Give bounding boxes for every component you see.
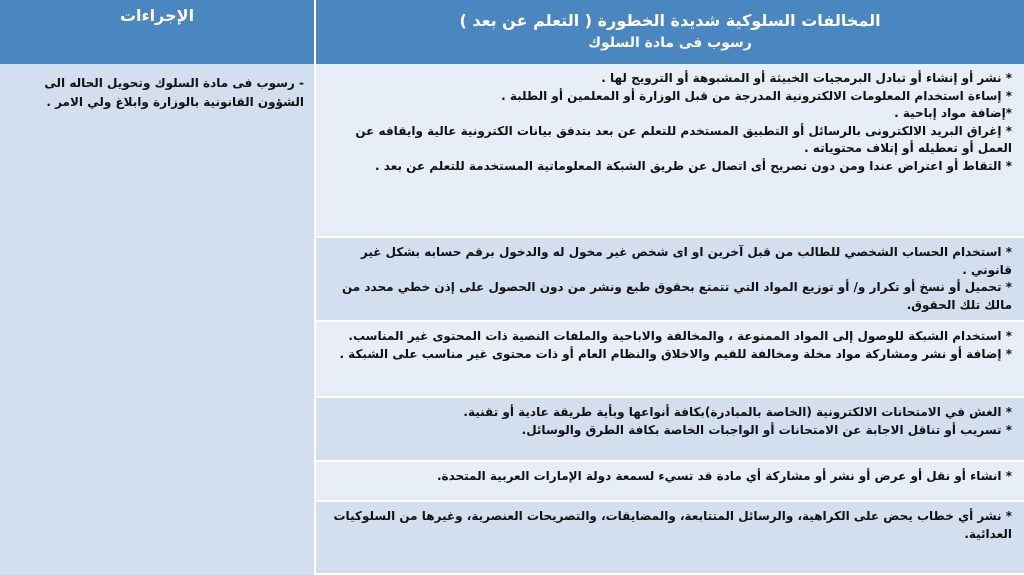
table-row [316, 398, 1024, 462]
violation-item: * إضافة أو نشر ومشاركة مواد مخلة ومخالفة للقيم والاخلاق والنظام العام أو ذات محتوى غير مناسب على الشبكة . [339, 346, 1012, 361]
violations-title: المخالفات السلوكية شديدة الخطورة ( التعلم عن بعد ) [459, 11, 881, 30]
actions-text: - رسوب فى مادة السلوك وتحويل الحاله الى الشؤون القانونية بالوزارة وابلاغ ولي الامر . [44, 76, 304, 109]
violations-subtitle: رسوب فى مادة السلوك [588, 35, 752, 51]
table-row [316, 502, 1024, 575]
violations-header [314, 0, 1024, 64]
violation-item: * استخدام الحساب الشخصي للطالب من قبل آخرين او اى شخص غير مخول له والدخول برقم حسابه بشكل غير قانوني . [360, 245, 1012, 277]
violation-item: * نشر أي خطاب يحض على الكراهية، والرسائل المتتابعة، والمضايقات، والتصريحات العنصرية، وغيرها من السلوكيات العدائية. [333, 509, 1012, 541]
table-row [316, 238, 1024, 322]
table-row [316, 64, 1024, 238]
violation-item: * إغراق البريد الالكترونى بالرسائل أو التطبيق المستخدم للتعلم عن بعد بتدفق بيانات الكترونية عالية وايقافه عن العمل أو تعطيله أو إتلاف محتوياته . [355, 123, 1012, 155]
table-header [0, 0, 1024, 64]
violation-item: * الغش في الامتحانات الالكترونية (الخاصة بالمبادرة)بكافة أنواعها وبأية طريقة عادية أو تقنية. [463, 405, 1012, 419]
table-row [316, 462, 1024, 502]
violation-item: * انشاء أو نقل أو عرض أو نشر أو مشاركة أي مادة قد تسيء لسمعة دولة الإمارات العربية المتحدة. [436, 469, 1012, 483]
actions-header: الإجراءات [119, 6, 195, 25]
table-row [316, 322, 1024, 398]
violation-item: * تحميل أو نسخ أو تكرار و/ أو توزيع المواد التي تتمتع بحقوق طبع ونشر من دون الحصول على إذن خطي محدد من مالك تلك الحقوق. [341, 280, 1012, 312]
violation-item: * التقاط أو اعتراض عندا ومن دون تصريح أى اتصال عن طريق الشبكة المعلوماتية المستخدمة للتعلم عن بعد . [375, 158, 1012, 173]
violation-item: *إضافة مواد إباحية . [894, 106, 1012, 120]
table-body [0, 64, 1024, 575]
violations-column [314, 64, 1024, 575]
violation-item: * نشر أو إنشاء أو تبادل البرمجيات الخبيثة أو المشبوهة أو الترويج لها . [601, 71, 1012, 85]
violation-item: * تسريب أو تناقل الاجابة عن الامتحانات أو الواجبات الخاصة بكافة الطرق والوسائل. [521, 422, 1012, 437]
violation-item: * إساءة استخدام المعلومات الالكترونية المدرجة من قبل الوزارة أو المعلمين أو الطلبة . [501, 88, 1012, 103]
actions-column [0, 64, 314, 575]
violation-item: * استخدام الشبكة للوصول إلى المواد الممنوعة ، والمخالفة والاباحية والملفات النصية ذات المحتوى غير المناسب. [348, 329, 1012, 343]
